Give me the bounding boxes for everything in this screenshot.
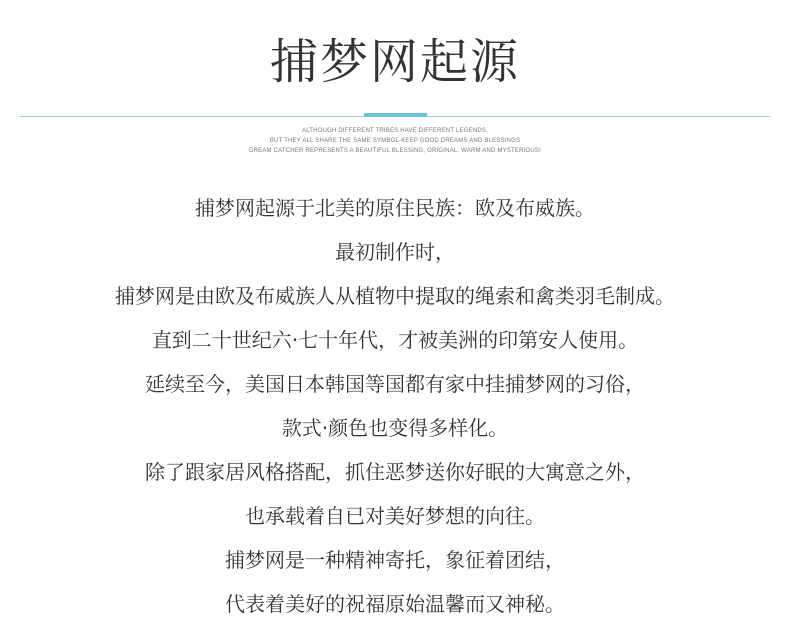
body-line: 款式·颜色也变得多样化。: [281, 416, 509, 440]
body-line: 捕梦网起源于北美的原住民族：欧及布威族。: [195, 196, 595, 220]
body-line: 捕梦网是一种精神寄托，象征着团结，: [225, 548, 565, 572]
divider-accent: [364, 113, 427, 117]
body-line: 捕梦网是由欧及布威族人从植物中提取的绳索和禽类羽毛制成。: [115, 284, 675, 308]
body-line: 除了跟家居风格搭配，抓住恶梦送你好眠的大寓意之外，: [145, 460, 645, 484]
body-line: 直到二十世纪六·七十年代，才被美洲的印第安人使用。: [151, 328, 639, 352]
english-subtitle: [0, 126, 790, 156]
body-text: [0, 186, 790, 626]
body-line: 也承载着自已对美好梦想的向往。: [245, 504, 545, 528]
subtitle-line: DREAM CATCHER REPRESENTS A BEAUTIFUL BLESSING, ORIGINAL, WARM AND MYSTERIOUS!: [249, 148, 541, 154]
page-title: 捕梦网起源: [269, 34, 520, 90]
body-line: 最初制作时，: [335, 240, 455, 264]
body-line: 代表着美好的祝福原始温馨而又神秘。: [225, 592, 565, 616]
subtitle-line: BUT THEY ALL SHARE THE SAME SYMBOL-KEEP GOOD DREAMS AND BLESSINGS: [269, 138, 521, 144]
subtitle-line: ALTHOUGH DIFFERENT TRIBES HAVE DIFFERENT LEGENDS,: [302, 128, 488, 134]
body-line: 延续至今，美国日本韩国等国都有家中挂捕梦网的习俗，: [145, 372, 645, 396]
